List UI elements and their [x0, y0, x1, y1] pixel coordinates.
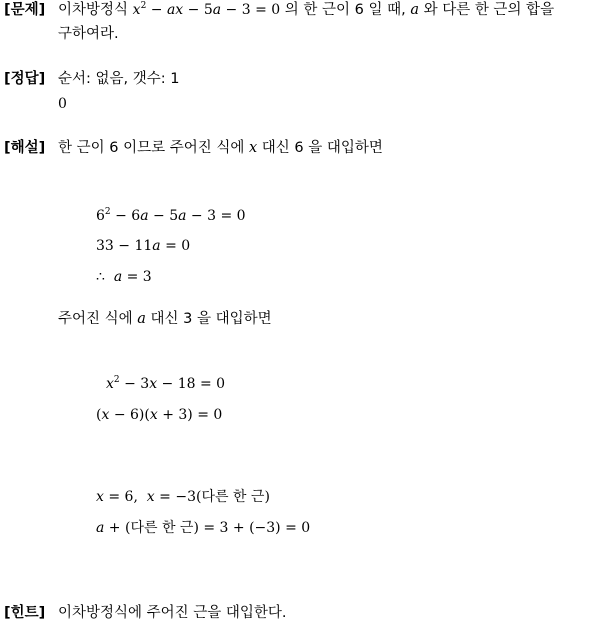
solution-mid-prefix: 주어진 식에: [58, 311, 133, 327]
hint-label: [힌트]: [4, 605, 46, 621]
equation-4: $x^2 - 3x - 18 = 0$: [106, 375, 226, 392]
equation-2: 33 − 11a = 0: [96, 238, 191, 254]
problem-var: a: [410, 2, 419, 18]
problem-tail: 와 다른 한 근의 합을: [423, 2, 555, 18]
problem-label: [문제]: [4, 2, 46, 18]
problem-prefix: 이차방정식: [58, 2, 129, 18]
solution-intro-prefix: 한 근이 6 이므로 주어진 식에: [58, 140, 245, 156]
solution-mid-var: a: [137, 311, 146, 327]
solution-label: [해설]: [4, 140, 46, 156]
solution-intro-suffix: 대신 6 을 대입하면: [261, 140, 383, 156]
answer-label: [정답]: [4, 71, 46, 87]
problem-line-1: [58, 1, 554, 19]
solution-intro: [58, 139, 383, 157]
equation-3: ∴ a = 3: [96, 269, 152, 285]
equation-7: a + (다른 한 근) = 3 + (−3) = 0: [96, 520, 311, 536]
solution-mid: [58, 310, 272, 328]
solution-mid-suffix: 대신 3 을 대입하면: [150, 311, 272, 327]
hint-text: 이차방정식에 주어진 근을 대입한다.: [58, 605, 287, 621]
equation-5: (x − 6)(x + 3) = 0: [96, 407, 223, 423]
equation-1: $6^2 - 6a - 5a - 3 = 0$: [96, 207, 246, 224]
problem-line-2: 구하여라.: [58, 26, 119, 42]
solution-intro-var: x: [248, 140, 258, 156]
answer-line-1: 순서: 없음, 갯수: 1: [58, 71, 180, 87]
problem-suffix: 의 한 근이 6 일 때,: [284, 2, 406, 18]
equation-6: x = 6, x = −3(다른 한 근): [96, 489, 270, 505]
answer-value: 0: [58, 96, 67, 112]
problem-equation: $x^2$ − ax − 5a − 3 = 0: [132, 1, 281, 18]
